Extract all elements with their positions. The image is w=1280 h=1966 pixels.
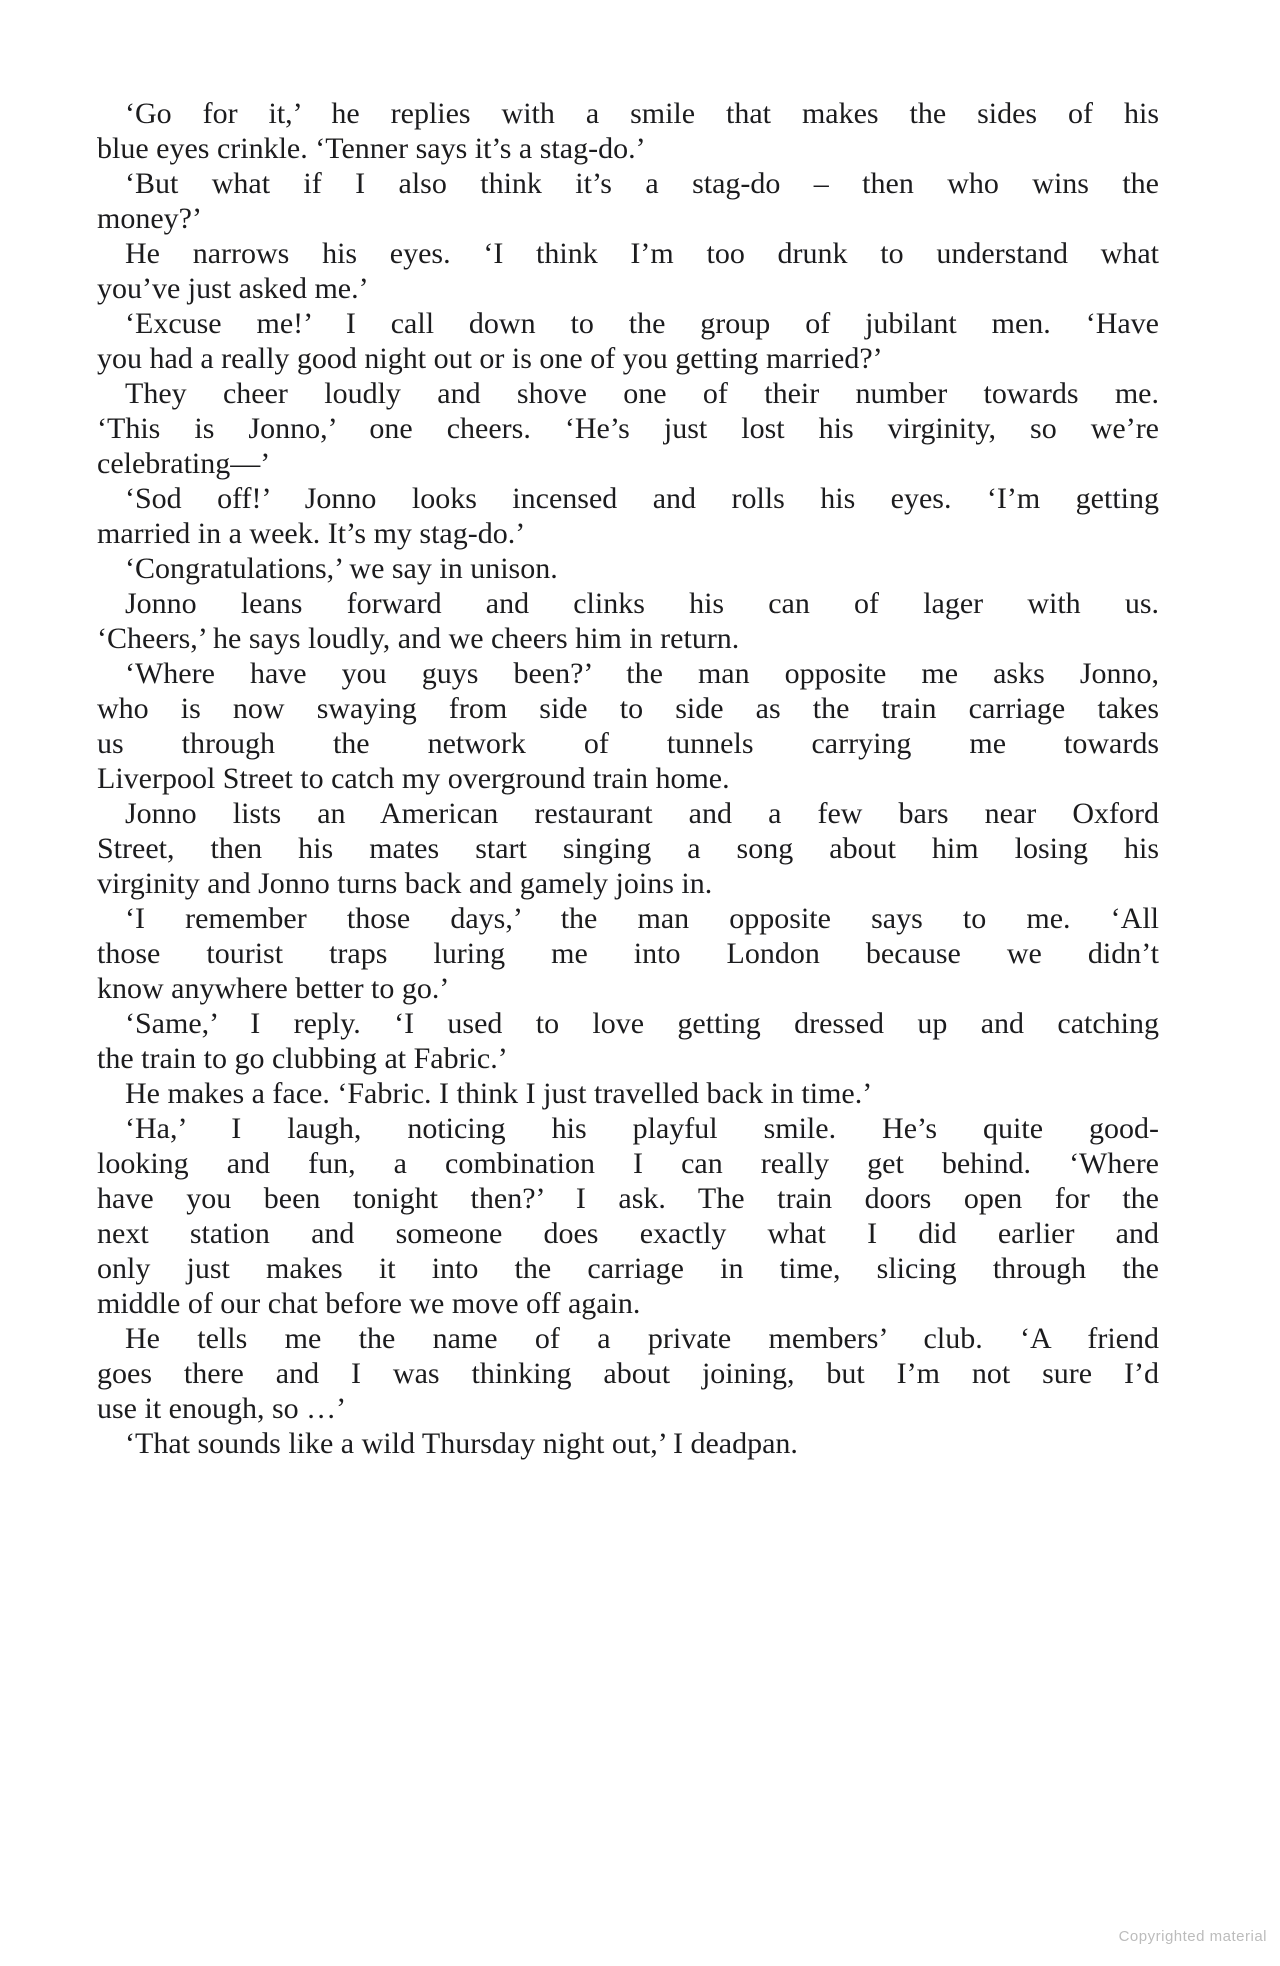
text-line: blue eyes crinkle. ‘Tenner says it’s a stag-do.’ [97,132,646,165]
text-line: Jonno lists an American restaurant and a few bars near Oxford [125,797,1159,830]
text-line: only just makes it into the carriage in time, slicing through the [97,1252,1159,1285]
paragraph [97,96,1159,166]
text-line: ‘This is Jonno,’ one cheers. ‘He’s just lost his virginity, so we’re [97,412,1159,445]
paragraph [97,236,1159,306]
text-line: He makes a face. ‘Fabric. I think I just travelled back in time.’ [125,1077,873,1110]
text-line: Street, then his mates start singing a song about him losing his [97,832,1159,865]
paragraph [97,376,1159,481]
text-line: ‘Excuse me!’ I call down to the group of jubilant men. ‘Have [125,307,1159,340]
text-line: virginity and Jonno turns back and gamely joins in. [97,867,713,900]
text-line: us through the network of tunnels carrying me towards [97,727,1159,760]
paragraph [97,166,1159,236]
text-line: He tells me the name of a private members’ club. ‘A friend [125,1322,1159,1355]
text-line: money?’ [97,202,202,235]
text-line: ‘Sod off!’ Jonno looks incensed and rolls his eyes. ‘I’m getting [125,482,1159,515]
text-line: know anywhere better to go.’ [97,972,450,1005]
text-line: ‘Ha,’ I laugh, noticing his playful smile. He’s quite good- [125,1112,1159,1145]
text-line: ‘Same,’ I reply. ‘I used to love getting dressed up and catching [125,1007,1159,1040]
text-line: looking and fun, a combination I can really get behind. ‘Where [97,1147,1159,1180]
paragraph [97,1111,1159,1321]
text-line: He narrows his eyes. ‘I think I’m too drunk to understand what [125,237,1159,270]
paragraph [97,1426,1159,1461]
text-line: ‘Cheers,’ he says loudly, and we cheers him in return. [97,622,740,655]
text-line: ‘Congratulations,’ we say in unison. [125,552,558,585]
paragraph [97,1321,1159,1426]
paragraph [97,306,1159,376]
paragraph [97,901,1159,1006]
text-line: you had a really good night out or is one of you getting married?’ [97,342,883,375]
page-text [97,96,1159,1461]
text-line: those tourist traps luring me into London because we didn’t [97,937,1159,970]
text-line: have you been tonight then?’ I ask. The train doors open for the [97,1182,1159,1215]
paragraph [97,1006,1159,1076]
text-line: ‘Go for it,’ he replies with a smile that makes the sides of his [125,97,1159,130]
text-line: who is now swaying from side to side as the train carriage takes [97,692,1159,725]
paragraph [97,1076,1159,1111]
paragraph [97,656,1159,796]
copyright-watermark: Copyrighted material [1118,1928,1267,1945]
text-line: They cheer loudly and shove one of their number towards me. [125,377,1159,410]
text-line: celebrating—’ [97,447,271,480]
text-line: ‘Where have you guys been?’ the man opposite me asks Jonno, [125,657,1159,690]
paragraph [97,551,1159,586]
text-line: Liverpool Street to catch my overground train home. [97,762,730,795]
paragraph [97,586,1159,656]
paragraph [97,796,1159,901]
text-line: use it enough, so …’ [97,1392,347,1425]
text-line: ‘I remember those days,’ the man opposite says to me. ‘All [125,902,1159,935]
text-line: ‘That sounds like a wild Thursday night out,’ I deadpan. [125,1427,798,1460]
text-line: Jonno leans forward and clinks his can of lager with us. [125,587,1159,620]
text-line: next station and someone does exactly what I did earlier and [97,1217,1159,1250]
paragraph [97,481,1159,551]
text-line: you’ve just asked me.’ [97,272,369,305]
text-line: ‘But what if I also think it’s a stag-do – then who wins the [125,167,1159,200]
text-line: married in a week. It’s my stag-do.’ [97,517,526,550]
text-line: middle of our chat before we move off again. [97,1287,641,1320]
text-line: the train to go clubbing at Fabric.’ [97,1042,508,1075]
text-line: goes there and I was thinking about joining, but I’m not sure I’d [97,1357,1159,1390]
